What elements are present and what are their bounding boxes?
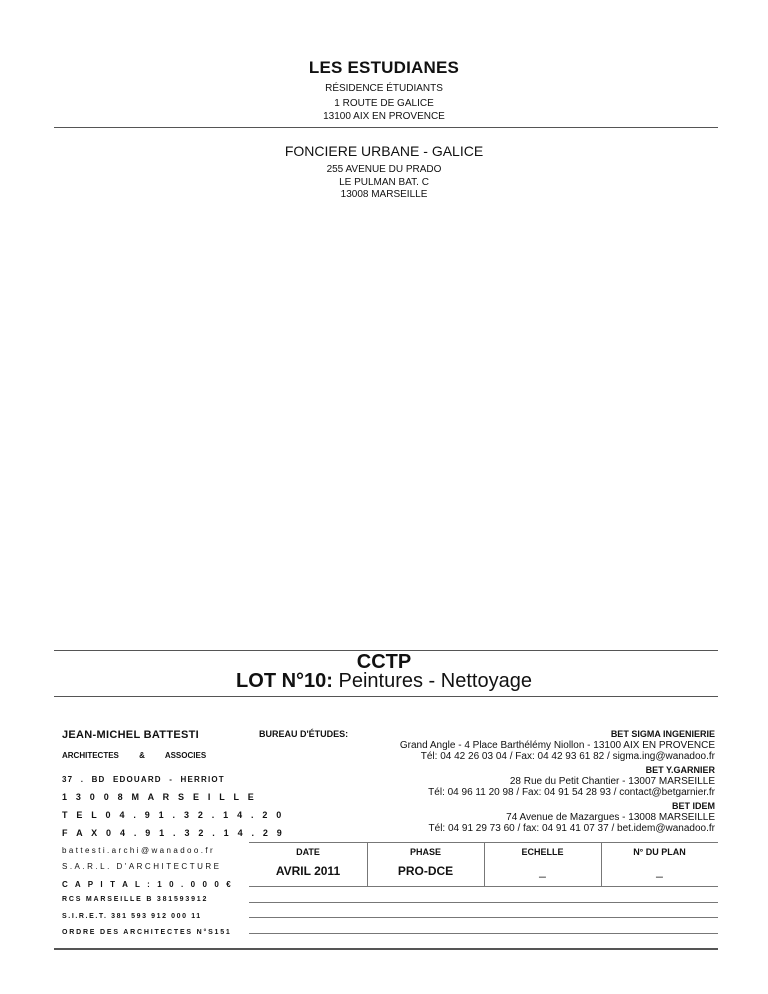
- bet-line1: Grand Angle - 4 Place Barthélémy Niollon - 13100 AIX EN PROVENCE: [399, 740, 715, 751]
- table-value-plan: _: [656, 864, 663, 878]
- architect-subtitle: ARCHITECTES & ASSOCIES: [62, 751, 207, 760]
- architect-city: 1 3 0 0 8 M A R S E I L L E: [62, 792, 257, 802]
- bureau-label: BUREAU D'ÉTUDES:: [259, 729, 349, 739]
- bet-line2: Tél: 04 42 26 03 04 / Fax: 04 42 93 61 82 / sigma.ing@wanadoo.fr: [420, 751, 715, 762]
- bet-entry: [400, 729, 715, 762]
- table-line: [249, 917, 718, 918]
- table-line: [249, 933, 718, 934]
- bet-line1: 28 Rue du Petit Chantier - 13007 MARSEILLE: [509, 776, 715, 787]
- lot-label: LOT N°10:: [236, 670, 333, 692]
- bet-name: BET IDEM: [671, 801, 715, 811]
- table-header-plan: N° DU PLAN: [633, 847, 686, 857]
- architect-ordre: ORDRE DES ARCHITECTES N°S151: [62, 929, 232, 936]
- client-address-line2: LE PULMAN BAT. C: [339, 177, 429, 188]
- architect-fax: F A X 0 4 . 9 1 . 3 2 . 1 4 . 2 9: [62, 828, 285, 838]
- architect-street: 37 . BD EDOUARD - HERRIOT: [62, 775, 225, 784]
- bet-name: BET SIGMA INGENIERIE: [610, 729, 715, 739]
- bet-entry: [429, 801, 715, 834]
- document-lot: [0, 670, 768, 693]
- client-address-line3: 13008 MARSEILLE: [340, 189, 428, 200]
- table-header-phase: PHASE: [409, 847, 441, 857]
- table-value-echelle: _: [539, 864, 546, 878]
- architect-rcs: RCS MARSEILLE B 381593912: [62, 896, 209, 903]
- table-header-date: DATE: [296, 847, 320, 857]
- bottom-border: [54, 948, 718, 950]
- table-value-phase: PRO-DCE: [397, 864, 454, 878]
- table-value-date: AVRIL 2011: [275, 864, 341, 878]
- architect-tel: T E L 0 4 . 9 1 . 3 2 . 1 4 . 2 0: [62, 810, 285, 820]
- divider: [54, 127, 718, 128]
- bet-line2: Tél: 04 96 11 20 98 / Fax: 04 91 54 28 93 / contact@betgarnier.fr: [428, 787, 715, 798]
- document-title: CCTP: [356, 651, 412, 673]
- project-address-line2: 13100 AIX EN PROVENCE: [323, 111, 445, 122]
- divider: [54, 696, 718, 697]
- project-title: LES ESTUDIANES: [308, 58, 460, 77]
- architect-siret: S.I.R.E.T. 381 593 912 000 11: [62, 913, 202, 920]
- bet-entry: [428, 765, 715, 798]
- lot-name: Peintures - Nettoyage: [332, 670, 532, 692]
- table-header-echelle: ECHELLE: [521, 847, 564, 857]
- architect-capital: C A P I T A L : 1 0 . 0 0 0 €: [62, 880, 234, 889]
- client-address-line1: 255 AVENUE DU PRADO: [326, 164, 442, 175]
- project-address-line1: 1 ROUTE DE GALICE: [334, 98, 434, 109]
- architect-sarl: S.A.R.L. D'ARCHITECTURE: [62, 862, 222, 871]
- table-line: [249, 902, 718, 903]
- bet-name: BET Y.GARNIER: [645, 765, 715, 775]
- architect-name: JEAN-MICHEL BATTESTI: [62, 729, 199, 741]
- project-subtitle: RÉSIDENCE ÉTUDIANTS: [325, 83, 443, 94]
- client-name: FONCIERE URBANE - GALICE: [284, 143, 484, 159]
- architect-email: battesti.archi@wanadoo.fr: [62, 846, 216, 855]
- bet-line1: 74 Avenue de Mazargues - 13008 MARSEILLE: [506, 812, 715, 823]
- bet-line2: Tél: 04 91 29 73 60 / fax: 04 91 41 07 37 / bet.idem@wanadoo.fr: [428, 823, 715, 834]
